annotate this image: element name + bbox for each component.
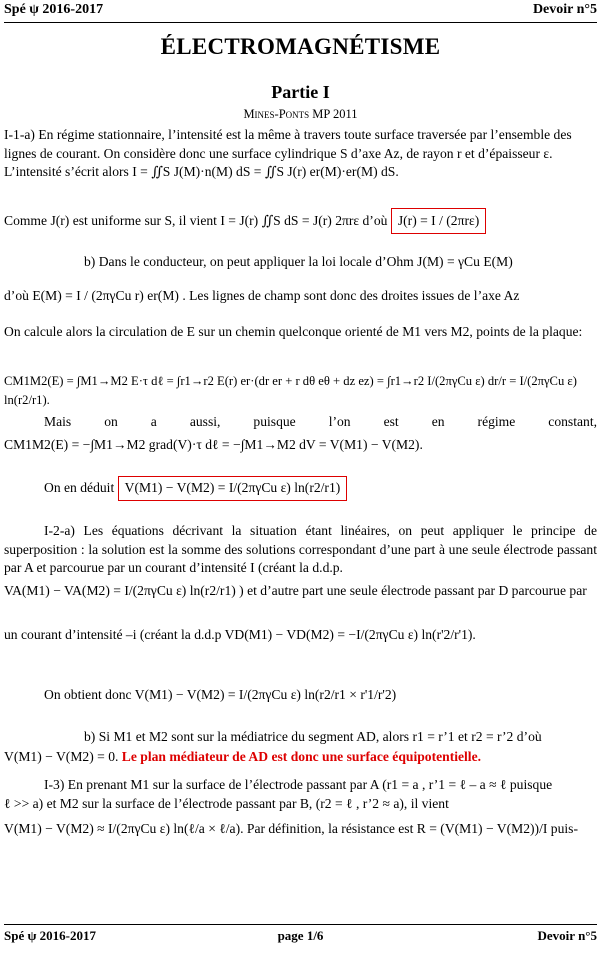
paragraph-10b — [4, 748, 597, 767]
paragraph-10a: b) Si M1 et M2 sont sur la médiatrice du segment AD, alors r1 = r’1 et r2 = r’2 d’où — [84, 729, 542, 744]
paragraph-6-intro: On en déduit — [44, 480, 115, 495]
paragraph-7: I-2-a) Les équations décrivant la situation étant linéaires, on peut appliquer le principe de superposition : la solution est la somme des solutions correspondant d’une part à une seule électrode passant par A et parcourue par un courant d’intensité I (créant la d.d.p. — [4, 523, 597, 575]
page-number: page 1/6 — [277, 928, 324, 943]
paragraph-11b: ℓ >> a) et M2 sur la surface de l’électrode passant par B, (r2 = ℓ , r’2 ≈ a), il vient — [4, 796, 449, 811]
paragraph-4: On calcule alors la circulation de E sur un chemin quelconque orienté de M1 vers M2, points de la plaque: — [4, 324, 583, 339]
part-heading: Partie I — [271, 82, 330, 102]
source-line: Mines-Ponts MP 2011 — [243, 107, 358, 121]
paragraph-3b: d’où E(M) = I / (2πγCu r) er(M) . Les lignes de champ sont donc des droites issues de l’axe Az — [4, 288, 520, 303]
footer-rule — [4, 924, 597, 925]
highlight-conclusion: Le plan médiateur de AD est donc une surface équipotentielle. — [121, 749, 482, 764]
header-right: Devoir n°5 — [532, 2, 597, 17]
paragraph-2 — [4, 208, 597, 234]
page-header — [4, 2, 597, 22]
paragraph-8b: un courant d’intensité –i (créant la d.d.p VD(M1) − VD(M2) = −I/(2πγCu ε) ln(r'2/r'1). — [4, 627, 476, 642]
boxed-result-J: J(r) = I / (2πrε) — [391, 208, 486, 234]
equation-circulation: CM1M2(E) = ∫M1→M2 E·τ dℓ = ∫r1→r2 E(r) er·(dr er + r dθ eθ + dz ez) = ∫r1→r2 I/(2πγCu ε) dr/r = I/(2πγCu ε) ln(r2/r1). — [4, 374, 577, 407]
paragraph-11a: I-3) En prenant M1 sur la surface de l’électrode passant par A (r1 = a , r’1 = ℓ – a ≈ ℓ puisque — [44, 777, 553, 792]
header-left: Spé ψ 2016-2017 — [4, 2, 104, 17]
document-title: ÉLECTROMAGNÉTISME — [160, 34, 441, 59]
paragraph-5a: Mais on a aussi, puisque l’on est en régime constant, — [44, 414, 597, 429]
paragraph-5b: CM1M2(E) = −∫M1→M2 grad(V)·τ dℓ = −∫M1→M2 dV = V(M1) − V(M2). — [4, 437, 423, 452]
paragraph-8a: VA(M1) − VA(M2) = I/(2πγCu ε) ln(r2/r1) ) et d’autre part une seule électrode passant par D parcourue par — [4, 583, 587, 598]
footer-right: Devoir n°5 — [537, 928, 597, 943]
paragraph-6 — [4, 476, 597, 501]
paragraph-2-text: Comme J(r) est uniforme sur S, il vient I = J(r) ∬S dS = J(r) 2πrε d’où — [4, 213, 388, 228]
header-rule — [4, 22, 597, 23]
paragraph-9: On obtient donc V(M1) − V(M2) = I/(2πγCu ε) ln(r2/r1 × r'1/r'2) — [44, 687, 397, 702]
boxed-result-V: V(M1) − V(M2) = I/(2πγCu ε) ln(r2/r1) — [118, 476, 348, 501]
paragraph-11c: V(M1) − V(M2) ≈ I/(2πγCu ε) ln(ℓ/a × ℓ/a). Par définition, la résistance est R = (V(M1) − V(M2))/I puis- — [4, 821, 578, 836]
paragraph-1: I-1-a) En régime stationnaire, l’intensité est la même à travers toute surface traversée par l’ensemble des lignes de courant. On considère donc une surface cylindrique S d’axe Az, de rayon r et d’épaisseur ε. L’intensité s’écrit alors I = ∬S J(M)·n(M) dS = ∬S J(r) er(M)·er(M) dS. — [4, 127, 572, 179]
equipotential-equation: V(M1) − V(M2) = 0. — [4, 749, 119, 764]
footer-left: Spé ψ 2016-2017 — [4, 928, 97, 943]
paragraph-3a: b) Dans le conducteur, on peut appliquer la loi locale d’Ohm J(M) = γCu E(M) — [84, 254, 513, 269]
